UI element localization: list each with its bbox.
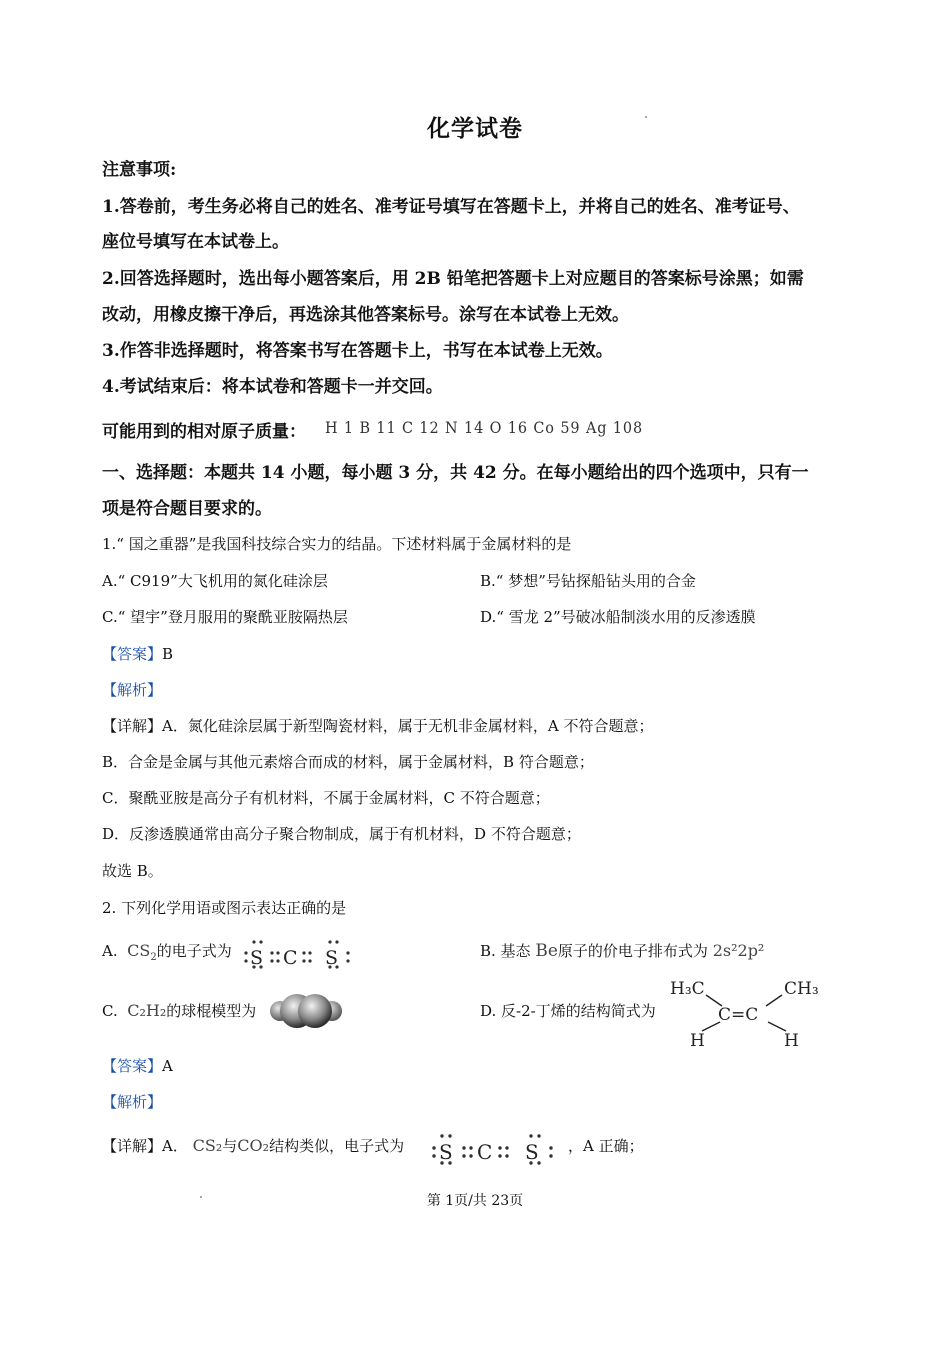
option-letter: A. <box>102 942 118 960</box>
option-text-b: 原子的价电子排布式为 <box>557 942 708 960</box>
methyl-right: CH₃ <box>784 979 819 999</box>
question-1-detail-d: D．反渗透膜通常由高分子聚合物制成，属于有机材料，D 不符合题意； <box>102 825 581 843</box>
svg-text:C: C <box>283 947 298 969</box>
formula-subscript: 2 <box>150 952 157 964</box>
cs2-formula <box>127 941 157 964</box>
note-2-line-2: 改动，用橡皮擦干净后，再选涂其他答案标号。涂写在本试卷上无效。 <box>102 305 629 325</box>
answer-label: 【答案】 <box>102 645 163 663</box>
question-2-detail-a <box>102 1135 404 1157</box>
svg-text:C: C <box>477 1140 493 1164</box>
section-heading-line-2: 项是符合题目要求的。 <box>102 499 272 519</box>
co2-formula: CO₂ <box>237 1136 270 1155</box>
option-text: 的球棍模型为 <box>166 1002 257 1020</box>
answer-label: 【答案】 <box>102 1057 163 1075</box>
trans-2-butene-structure-image <box>668 975 828 1051</box>
detail-label: 【详解】 <box>102 717 163 735</box>
note-3: 3.作答非选择题时，将答案书写在答题卡上，书写在本试卷上无效。 <box>102 341 613 361</box>
note-1-line-2: 座位号填写在本试卷上。 <box>102 232 289 252</box>
svg-text:S: S <box>525 1140 539 1164</box>
question-1-option-c: C.“ 望宇”登月服用的聚酰亚胺隔热层 <box>102 608 348 626</box>
question-1-analysis-label: 【解析】 <box>102 681 163 699</box>
cs2-electron-formula-image <box>238 936 358 970</box>
notes-heading: 注意事项: <box>102 160 177 180</box>
question-2-stem: 2. 下列化学用语或图示表达正确的是 <box>102 899 347 917</box>
question-1-stem: 1.“ 国之重器”是我国科技综合实力的结晶。下述材料属于金属材料的是 <box>102 535 572 553</box>
question-2-option-a <box>102 940 232 969</box>
cs2-electron-formula-image-detail <box>428 1131 566 1165</box>
svg-text:S: S <box>250 947 264 969</box>
note-2-line-1: 2.回答选择题时，选出每小题答案后，用 2B 铅笔把答题卡上对应题目的答案标号涂黑；如需 <box>102 269 804 289</box>
page-footer: 第 1页/共 23页 <box>426 1193 524 1209</box>
question-1-answer <box>102 643 173 665</box>
electron-configuration: 2s²2p² <box>712 941 765 960</box>
question-1-option-a: A.“ C919”大飞机用的氮化硅涂层 <box>102 572 328 590</box>
formula-text: CS <box>127 941 151 960</box>
note-1-line-1: 1.答卷前，考生务必将自己的姓名、准考证号填写在答题卡上，并将自己的姓名、准考证号、 <box>102 197 800 217</box>
ball-and-stick-model-image <box>268 991 344 1031</box>
question-2-detail-end: ，A 正确； <box>568 1137 644 1155</box>
atomic-mass-values: H 1 B 11 C 12 N 14 O 16 Co 59 Ag 108 <box>325 418 644 437</box>
answer-value: B <box>162 645 174 663</box>
cs2-formula: CS₂ <box>192 1136 223 1155</box>
section-heading-line-1: 一、选择题：本题共 14 小题，每小题 3 分，共 42 分。在每小题给出的四个选项中，只有一 <box>102 463 809 483</box>
page-title: 化学试卷 <box>427 115 523 142</box>
question-2-option-b <box>480 940 764 962</box>
atomic-mass-label: 可能用到的相对原子质量： <box>102 422 306 442</box>
question-1-detail-c: C．聚酰亚胺是高分子有机材料，不属于金属材料，C 不符合题意； <box>102 789 550 807</box>
question-1-option-b: B.“ 梦想”号钻探船钻头用的合金 <box>480 572 696 590</box>
question-2-answer <box>102 1055 173 1077</box>
question-1-detail-b: B．合金是金属与其他元素熔合而成的材料，属于金属材料，B 符合题意； <box>102 753 594 771</box>
be-symbol: Be <box>535 941 558 961</box>
detail-prefix: A． <box>162 1137 188 1155</box>
double-bond: C=C <box>718 1005 759 1025</box>
question-1-detail-a <box>102 715 653 737</box>
c2h2-formula: C₂H₂ <box>127 1001 167 1020</box>
question-2-option-d: D. 反-2-丁烯的结构简式为 <box>480 1002 656 1020</box>
detail-label: 【详解】 <box>102 1137 163 1155</box>
detail-text: A．氮化硅涂层属于新型陶瓷材料，属于无机非金属材料，A 不符合题意； <box>162 717 654 735</box>
hydrogen-left: H <box>690 1031 705 1051</box>
option-letter: C. <box>102 1002 118 1020</box>
note-4: 4.考试结束后：将本试卷和答题卡一并交回。 <box>102 377 443 397</box>
question-2-option-c <box>102 1000 256 1022</box>
answer-value: A <box>162 1057 173 1075</box>
methyl-left: H₃C <box>670 979 705 999</box>
detail-connector: 与 <box>222 1137 238 1155</box>
question-1-option-d: D.“ 雪龙 2”号破冰船制淡水用的反渗透膜 <box>480 608 756 626</box>
svg-text:S: S <box>439 1140 453 1164</box>
question-2-analysis-label: 【解析】 <box>102 1093 163 1111</box>
svg-text:S: S <box>325 947 339 969</box>
option-text: 的电子式为 <box>156 942 232 960</box>
question-1-conclusion: 故选 B。 <box>102 862 163 880</box>
hydrogen-right: H <box>784 1031 799 1051</box>
option-text-a: B. 基态 <box>480 942 531 960</box>
detail-text: 结构类似，电子式为 <box>269 1137 405 1155</box>
